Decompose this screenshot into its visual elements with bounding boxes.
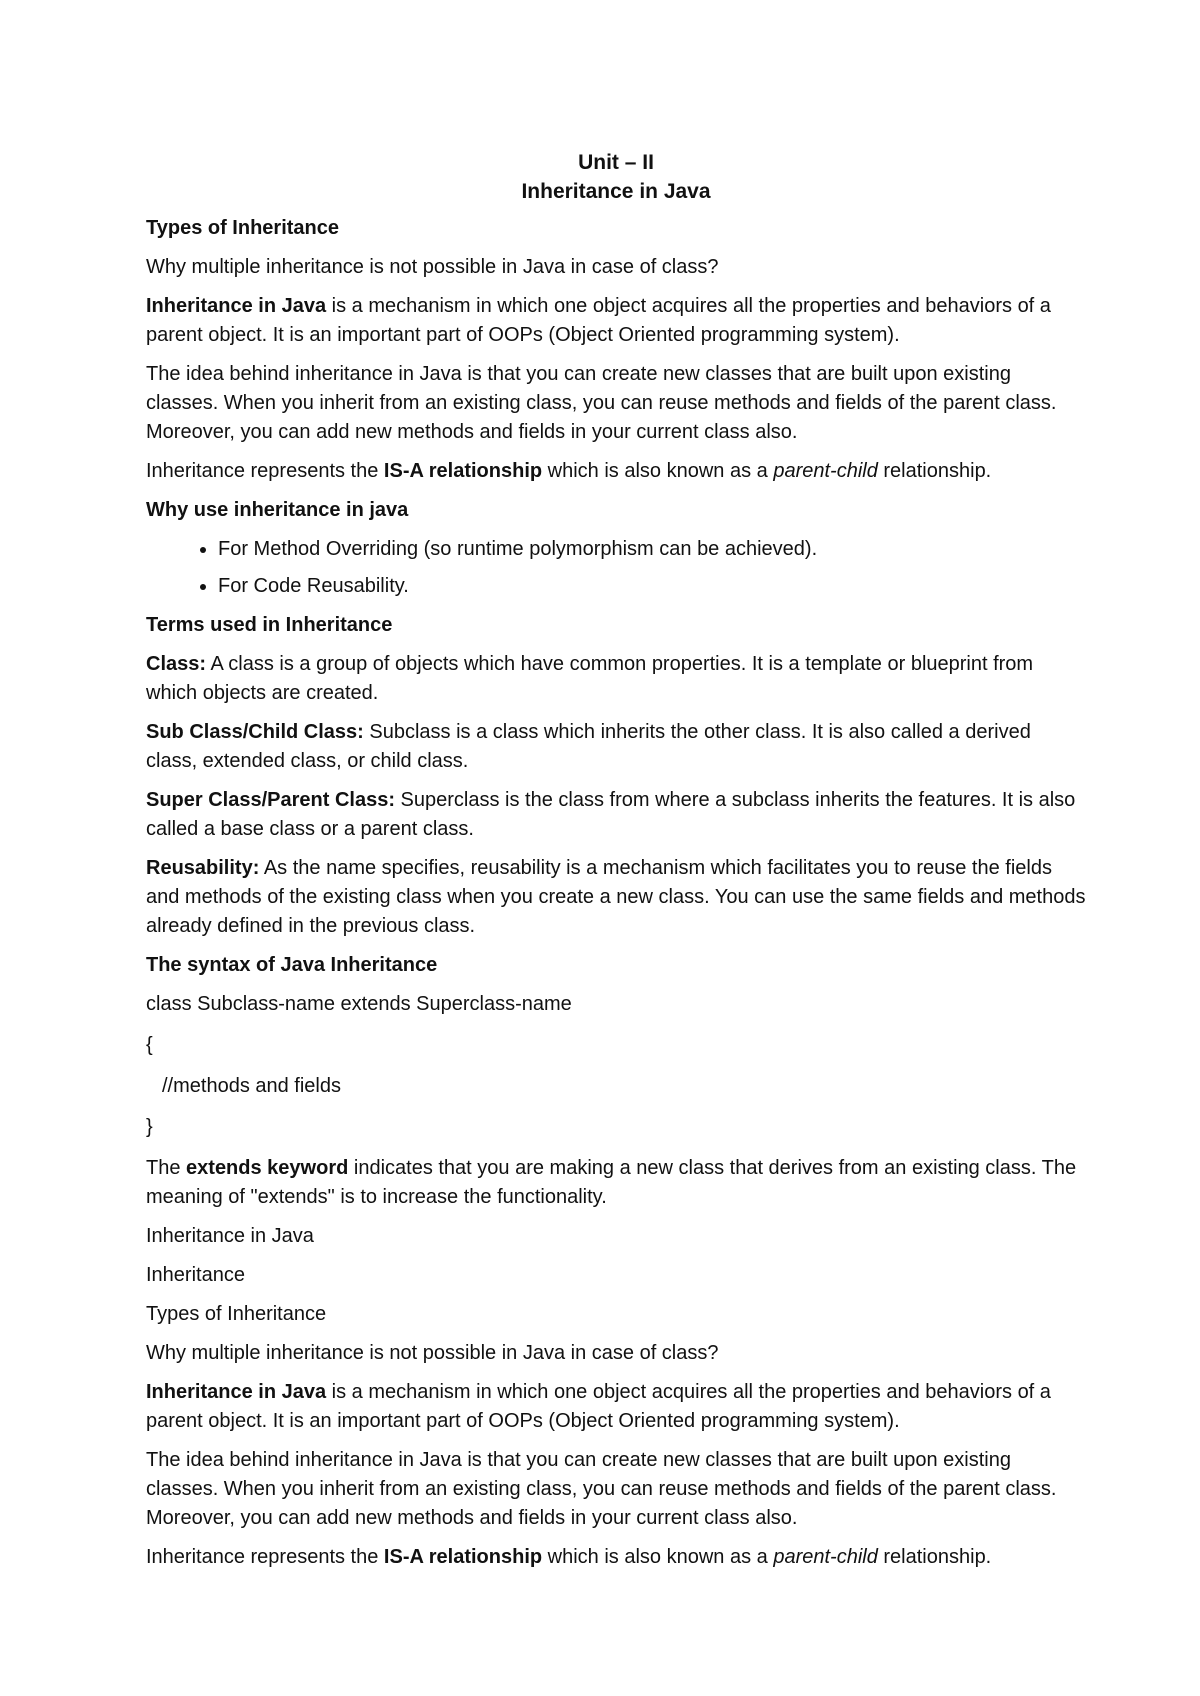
question-paragraph: Why multiple inheritance is not possible in Java in case of class? xyxy=(146,256,719,278)
isa-pre: Inheritance represents the xyxy=(146,460,384,482)
why-use-heading: Why use inheritance in java xyxy=(146,499,409,521)
isa-post: relationship. xyxy=(877,460,992,482)
term-text: A class is a group of objects which have common properties. It is a template or blueprint from which objects are created. xyxy=(146,653,1034,704)
code-line: } xyxy=(146,1116,153,1138)
code-line: class Subclass-name extends Superclass-name xyxy=(146,993,572,1015)
why-use-list xyxy=(146,535,1086,601)
term-text: Superclass is the class from where a subclass inherits the features. It is also called a base class or a parent class. xyxy=(146,789,1076,840)
term-class xyxy=(146,650,1086,708)
list-item: • For Code Reusability. xyxy=(218,572,1086,601)
isa-pre: Inheritance represents the xyxy=(146,1546,384,1568)
isa-post: relationship. xyxy=(877,1546,992,1568)
isa-bold: IS-A relationship xyxy=(383,460,543,482)
definition-paragraph xyxy=(146,292,1086,350)
term-label: Reusability: xyxy=(146,857,260,879)
definition-bold: Inheritance in Java xyxy=(146,1381,327,1403)
term-label: Class: xyxy=(146,653,207,675)
extends-bold: extends keyword xyxy=(186,1157,349,1179)
definition-bold: Inheritance in Java xyxy=(146,295,327,317)
repeat-definition xyxy=(146,1378,1086,1436)
code-line: { xyxy=(146,1034,153,1056)
syntax-heading: The syntax of Java Inheritance xyxy=(146,954,438,976)
isa-mid: which is also known as a xyxy=(542,460,774,482)
document-title: Inheritance in Java xyxy=(521,180,711,203)
isa-italic: parent-child xyxy=(773,460,878,482)
extends-post: indicates that you are making a new class that derives from an existing class. The meaning of "extends" is to increase the functionality. xyxy=(146,1157,1077,1208)
term-text: As the name specifies, reusability is a mechanism which facilitates you to reuse the fields and methods of the existing class when you create a new class. You can use the same fields and methods already defined in the previous class. xyxy=(146,857,1086,937)
isa-mid: which is also known as a xyxy=(542,1546,774,1568)
term-superclass xyxy=(146,786,1086,844)
repeat-line: Inheritance xyxy=(146,1264,245,1286)
idea-paragraph: The idea behind inheritance in Java is that you can create new classes that are built upon existing classes. When you inherit from an existing class, you can reuse methods and fields of the parent class. Moreover, you can add new methods and fields in your current class also. xyxy=(146,363,1057,443)
terms-heading: Terms used in Inheritance xyxy=(146,614,393,636)
repeat-question: Why multiple inheritance is not possible in Java in case of class? xyxy=(146,1342,719,1364)
repeat-isa xyxy=(146,1543,1086,1572)
unit-title: Unit – II xyxy=(578,151,654,174)
list-item: • For Method Overriding (so runtime polymorphism can be achieved). xyxy=(218,535,1086,564)
repeat-idea: The idea behind inheritance in Java is that you can create new classes that are built upon existing classes. When you inherit from an existing class, you can reuse methods and fields of the parent class. Moreover, you can add new methods and fields in your current class also. xyxy=(146,1449,1057,1529)
term-text: Subclass is a class which inherits the other class. It is also called a derived class, extended class, or child class. xyxy=(146,721,1031,772)
extends-pre: The xyxy=(146,1157,187,1179)
syntax-code-block xyxy=(146,990,1086,1142)
repeat-line: Inheritance in Java xyxy=(146,1225,314,1247)
extends-paragraph xyxy=(146,1154,1086,1212)
isa-paragraph xyxy=(146,457,1086,486)
isa-bold: IS-A relationship xyxy=(383,1546,543,1568)
types-heading: Types of Inheritance xyxy=(146,217,340,239)
code-line: //methods and fields xyxy=(162,1075,341,1097)
definition-text: is a mechanism in which one object acquires all the properties and behaviors of a parent object. It is an important part of OOPs (Object Oriented programming system). xyxy=(146,295,1051,346)
term-label: Super Class/Parent Class: xyxy=(146,789,395,811)
term-reusability xyxy=(146,854,1086,941)
term-label: Sub Class/Child Class: xyxy=(146,721,364,743)
definition-text: is a mechanism in which one object acquires all the properties and behaviors of a parent object. It is an important part of OOPs (Object Oriented programming system). xyxy=(146,1381,1051,1432)
document-page xyxy=(146,148,1086,1582)
repeat-line: Types of Inheritance xyxy=(146,1303,327,1325)
term-subclass xyxy=(146,718,1086,776)
isa-italic: parent-child xyxy=(773,1546,878,1568)
